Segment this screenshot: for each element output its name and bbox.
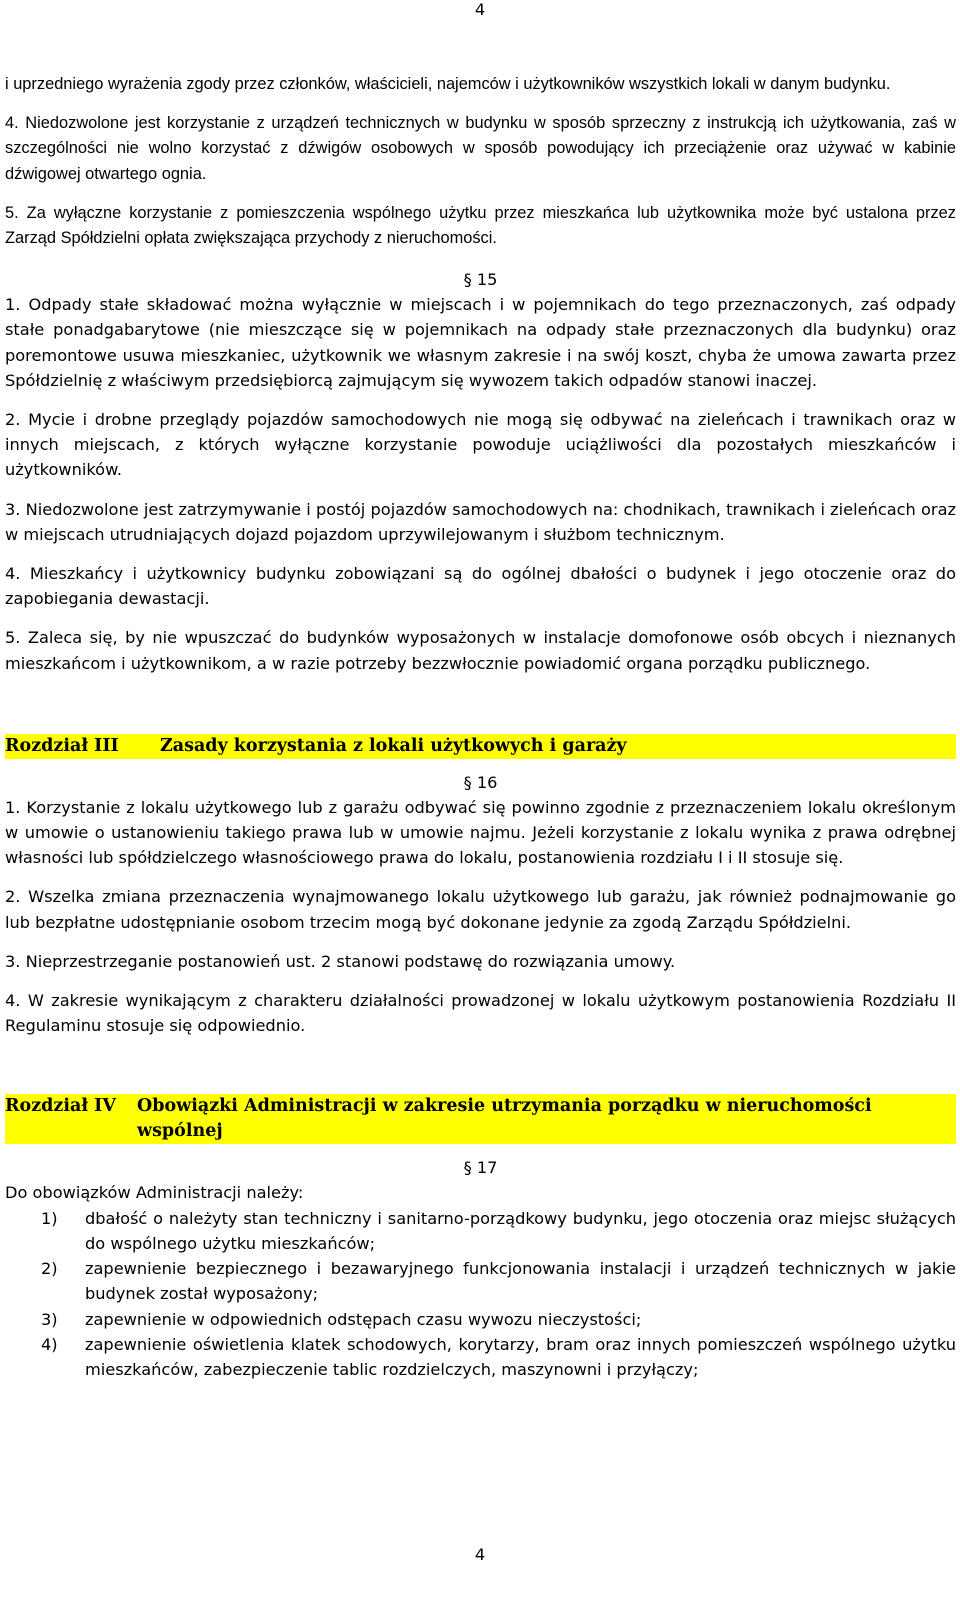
chapter-4-number: Rozdział IV [5,1096,116,1117]
s15-point-4: 4. Mieszkańcy i użytkownicy budynku zobowiązani są do ogólnej dbałości o budynek i jego otoczenie oraz do zapobiegania dewastacji. [5,564,956,609]
chapter-4-heading [5,1094,956,1144]
s15-point-1: 1. Odpady stałe składować można wyłącznie w miejscach i w pojemnikach do tego przeznaczonych, zaś odpady stałe ponadgabarytowe (nie mieszczące się w pojemnikach na odpady stałe przeznaczonych dla budynku) oraz poremontowe usuwa mieszkaniec, użytkownik we własnym zakresie i na swój koszt, chyba że umowa zawarta przez Spółdzielnię z właściwym przedsiębiorcą zajmującym się wywozem takich odpadów stanowi inaczej. [5,295,956,390]
paragraph-continuation: i uprzedniego wyrażenia zgody przez członków, właścicieli, najemców i użytkowników wszystkich lokali w danym budynku. [5,75,891,93]
s16-point-4: 4. W zakresie wynikającym z charakteru działalności prowadzonej w lokalu użytkowym postanowienia Rozdziału II Regulaminu stosuje się odpowiednio. [5,991,956,1036]
section-heading-15: § 15 [463,270,498,290]
list-item-number: 1) [41,1208,58,1228]
s16-point-2: 2. Wszelka zmiana przeznaczenia wynajmowanego lokalu użytkowego lub garażu, jak również podnajmowanie go lub bezpłatne udostępnianie osobom trzecim mogą być dokonane jedynie za zgodą Zarządu Spółdzielni. [5,887,956,932]
paragraph-4: 4. Niedozwolone jest korzystanie z urządzeń technicznych w budynku w sposób sprzeczny z instrukcją ich użytkowania, zaś w szczególności nie wolno korzystać z dźwigów osobowych w sposób powodujący ich przeciążenie oraz używać w kabinie dźwigowej otwartego ognia. [5,114,956,183]
list-item-text: zapewnienie w odpowiednich odstępach czasu wywozu nieczystości; [85,1309,642,1329]
s17-lead: Do obowiązków Administracji należy: [5,1183,304,1203]
chapter-3-number: Rozdział III [5,735,119,756]
list-item [5,1307,956,1332]
s15-point-2: 2. Mycie i drobne przeglądy pojazdów samochodowych nie mogą się odbywać na zieleńcach i trawnikach oraz w innych miejscach, z których wyłączne korzystanie powoduje uciążliwości dla pozostałych mieszkańców i użytkowników. [5,410,956,480]
chapter-4-title: Obowiązki Administracji w zakresie utrzymania porządku w nieruchomości wspólnej [137,1096,872,1142]
s16-point-1: 1. Korzystanie z lokalu użytkowego lub z garażu odbywać się powinno zgodnie z przeznaczeniem lokalu określonym w umowie o ustanowieniu takiego prawa lub w umowie najmu. Jeżeli korzystanie z lokalu wynika z prawa odrębnej własności lub spółdzielczego własnościowego prawa do lokalu, postanowienia rozdziału I i II stosuje się. [5,797,956,868]
s15-point-3: 3. Niedozwolone jest zatrzymywanie i postój pojazdów samochodowych na: chodnikach, trawnikach i zieleńcach oraz w miejscach utrudniających dojazd pojazdom uprzywilejowanym i służbom technicznym. [5,499,956,544]
page-number-top: 4 [474,0,486,19]
list-item [5,1332,956,1382]
paragraph-5: 5. Za wyłączne korzystanie z pomieszczenia wspólnego użytku przez mieszkańca lub użytkownika może być ustalona przez Zarząd Spółdzielni opłata zwiększająca przychody z nieruchomości. [5,203,956,248]
page-number-bottom: 4 [474,1545,486,1564]
list-item-text: dbałość o należyty stan techniczny i sanitarno-porządkowy budynku, jego otoczenia oraz miejsc służących do wspólnego użytku mieszkańców; [85,1208,956,1253]
section-heading-16: § 16 [463,772,498,792]
s17-duties-list [5,1206,956,1382]
list-item-number: 3) [41,1309,58,1329]
list-item-number: 2) [41,1259,58,1279]
list-item [5,1256,956,1306]
document-body [5,72,956,1382]
list-item-text: zapewnienie oświetlenia klatek schodowych, korytarzy, bram oraz innych pomieszczeń wspólnego użytku mieszkańców, zabezpieczenie tablic rozdzielczych, maszynowni i przyłączy; [85,1334,956,1379]
chapter-3-title: Zasady korzystania z lokali użytkowych i garaży [160,735,627,756]
chapter-3-heading [5,734,956,759]
s15-point-5: 5. Zaleca się, by nie wpuszczać do budynków wyposażonych w instalacje domofonowe osób obcych i nieznanych mieszkańcom i użytkownikom, a w razie potrzeby bezzwłocznie powiadomić organa porządku publicznego. [5,628,956,673]
list-item [5,1206,956,1256]
s16-point-3: 3. Nieprzestrzeganie postanowień ust. 2 stanowi podstawę do rozwiązania umowy. [5,951,676,971]
section-heading-17: § 17 [463,1158,498,1178]
list-item-text: zapewnienie bezpiecznego i bezawaryjnego funkcjonowania instalacji i urządzeń technicznych w jakie budynek został wyposażony; [85,1259,956,1304]
list-item-number: 4) [41,1334,58,1354]
